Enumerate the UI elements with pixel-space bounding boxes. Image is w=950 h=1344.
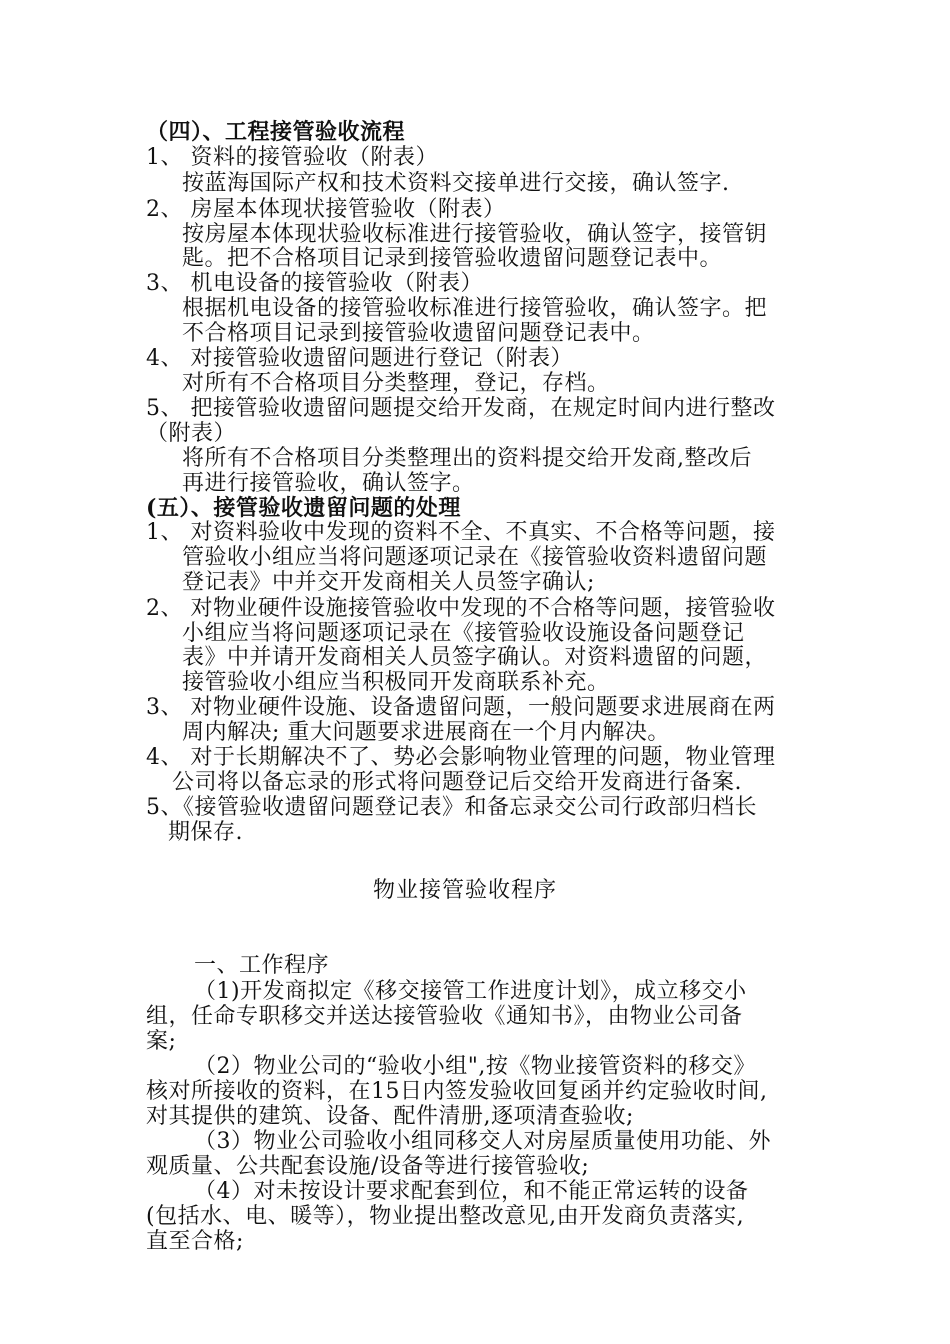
procedure-line: 核对所接收的资料，在15日内签发验收回复函并约定验收时间, bbox=[146, 1079, 768, 1104]
section-4-line: 不合格项目记录到接管验收遗留问题登记表中。 bbox=[182, 321, 655, 346]
section-5-line: 2、 对物业硬件设施接管验收中发现的不合格等问题，接管验收 bbox=[146, 596, 776, 621]
section-5-line: 1、 对资料验收中发现的资料不全、不真实、不合格等问题，接 bbox=[146, 520, 776, 545]
section-5-line: 小组应当将问题逐项记录在《接管验收设施设备问题登记 bbox=[182, 621, 745, 646]
section-5-line: 期保存. bbox=[168, 820, 243, 845]
section-4-line: 按房屋本体现状验收标准进行接管验收，确认签字，接管钥 bbox=[182, 222, 768, 247]
section-4-heading: （四）、工程接管验收流程 bbox=[146, 119, 406, 145]
procedure-line: （3）物业公司验收小组同移交人对房屋质量使用功能、外 bbox=[194, 1129, 771, 1154]
procedure-line: 直至合格; bbox=[146, 1229, 244, 1254]
procedure-line: （4）对未按设计要求配套到位，和不能正常运转的设备 bbox=[194, 1179, 749, 1204]
procedure-line: （1)开发商拟定《移交接管工作进度计划》，成立移交小 bbox=[194, 979, 747, 1004]
section-5-line: 5、《接管验收遗留问题登记表》和备忘录交公司行政部归档长 bbox=[146, 795, 757, 820]
section-4-line: 1、 资料的接管验收（附表） bbox=[146, 145, 438, 170]
document-title: 物业接管验收程序 bbox=[373, 878, 558, 903]
section-5-heading: (五）、接管验收遗留问题的处理 bbox=[146, 495, 461, 521]
section-4-line: 根据机电设备的接管验收标准进行接管验收，确认签字。把 bbox=[182, 296, 768, 321]
section-5-line: 4、 对于长期解决不了、势必会影响物业管理的问题，物业管理 bbox=[146, 745, 776, 770]
section-4-line: 3、 机电设备的接管验收（附表） bbox=[146, 271, 483, 296]
section-5-line: 管验收小组应当将问题逐项记录在《接管验收资料遗留问题 bbox=[182, 545, 768, 570]
section-5-line: 周内解决; 重大问题要求进展商在一个月内解决。 bbox=[182, 720, 670, 745]
section-5-line: 登记表》中并交开发商相关人员签字确认; bbox=[182, 570, 595, 595]
procedure-line: 案; bbox=[146, 1029, 177, 1054]
section-5-line: 公司将以备忘录的形式将问题登记后交给开发商进行备案. bbox=[172, 770, 742, 795]
section-4-line: 2、 房屋本体现状接管验收（附表） bbox=[146, 197, 506, 222]
section-5-line: 接管验收小组应当积极同开发商联系补充。 bbox=[182, 670, 610, 695]
section-4-line: 4、 对接管验收遗留问题进行登记（附表） bbox=[146, 346, 573, 371]
section-5-line: 表》中并请开发商相关人员签字确认。对资料遗留的问题， bbox=[182, 645, 768, 670]
procedure-line: 对其提供的建筑、设备、配件清册,逐项清查验收; bbox=[146, 1104, 634, 1129]
section-4-line: 按蓝海国际产权和技术资料交接单进行交接，确认签字. bbox=[182, 171, 730, 196]
section-5-line: 3、 对物业硬件设施、设备遗留问题，一般问题要求进展商在两 bbox=[146, 695, 776, 720]
procedure-line: （2）物业公司的“验收小组",按《物业接管资料的移交》 bbox=[194, 1054, 756, 1079]
section-4-line: 5、 把接管验收遗留问题提交给开发商，在规定时间内进行整改 bbox=[146, 396, 776, 421]
procedure-line: 组，任命专职移交并送达接管验收《通知书》，由物业公司备 bbox=[146, 1004, 743, 1029]
section-4-line: 将所有不合格项目分类整理出的资料提交给开发商,整改后 bbox=[182, 446, 752, 471]
section-4-line: 匙。把不合格项目记录到接管验收遗留问题登记表中。 bbox=[182, 246, 723, 271]
procedure-line: 观质量、公共配套设施/设备等进行接管验收; bbox=[146, 1154, 590, 1179]
section-4-line: （附表） bbox=[146, 421, 237, 446]
section-4-line: 对所有不合格项目分类整理，登记，存档。 bbox=[182, 371, 610, 396]
section-4-line: 再进行接管验收，确认签字。 bbox=[182, 471, 475, 496]
procedure-line: (包括水、电、暖等），物业提出整改意见,由开发商负责落实, bbox=[146, 1204, 745, 1229]
procedure-heading: 一、工作程序 bbox=[194, 953, 330, 978]
